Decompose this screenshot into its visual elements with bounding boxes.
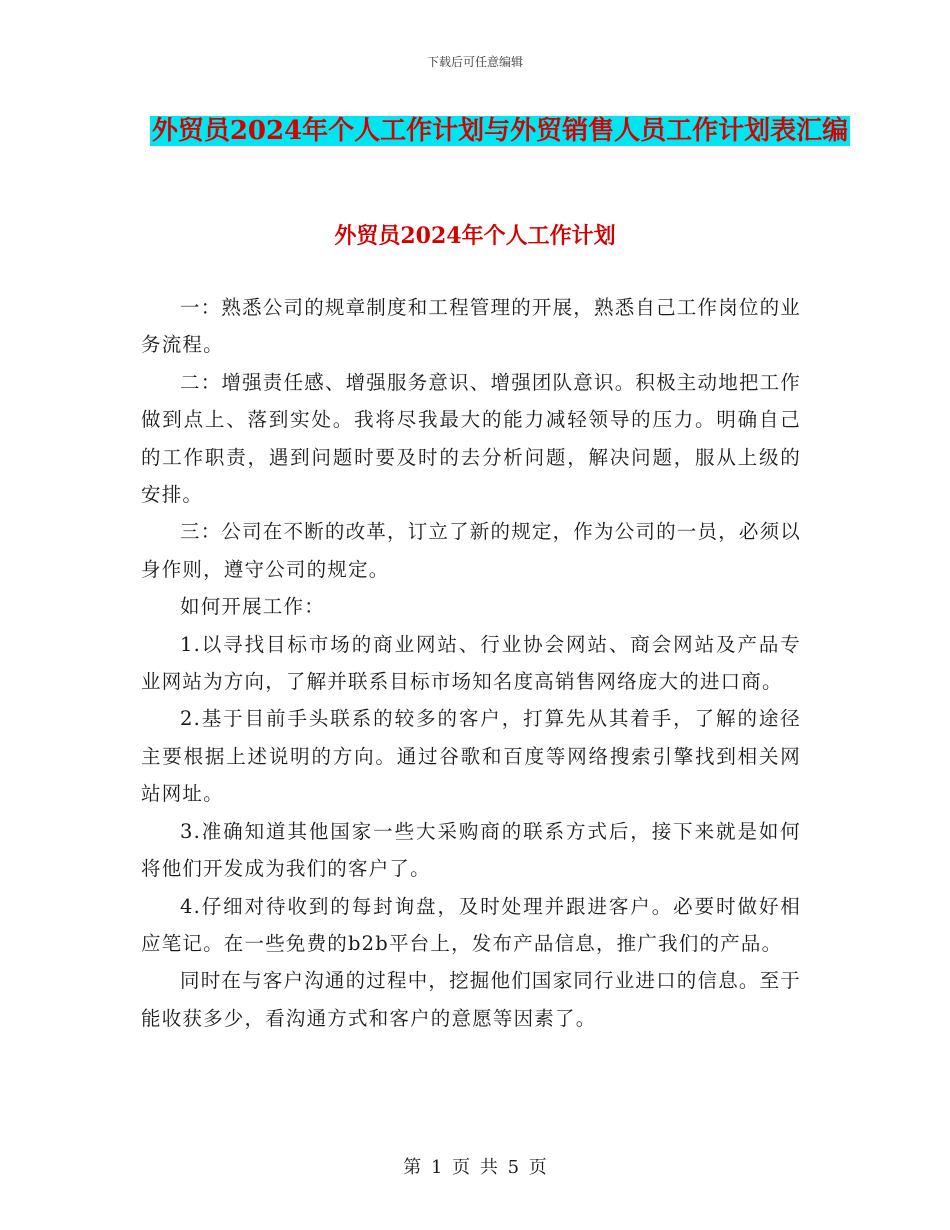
paragraph-4: 如何开展工作： (180, 595, 325, 619)
document-title-text: 外贸员2024年个人工作计划与外贸销售人员工作计划表汇编 (151, 116, 849, 146)
paragraph-5: 1.以寻找目标市场的商业网站、行业协会网站、商会网站及产品专业网站为方向，了解并联系目标市场知名度高销售网络庞大的进口商。 (141, 632, 801, 694)
document-body (141, 289, 801, 1037)
paragraph-2: 二：增强责任感、增强服务意识、增强团队意识。积极主动地把工作做到点上、落到实处。我将尽我最大的能力减轻领导的压力。明确自己的工作职责，遇到问题时要及时的去分析问题，解决问题，服从上级的安排。 (141, 370, 802, 507)
paragraph-8: 4.仔细对待收到的每封询盘，及时处理并跟进客户。必要时做好相应笔记。在一些免费的b2b平台上，发布产品信息，推广我们的产品。 (141, 894, 801, 955)
header-note: 下载后可任意编辑 (426, 55, 523, 69)
paragraph-7: 3.准确知道其他国家一些大采购商的联系方式后，接下来就是如何将他们开发成为我们的客户了。 (141, 819, 801, 881)
paragraph-1: 一：熟悉公司的规章制度和工程管理的开展，熟悉自己工作岗位的业务流程。 (141, 296, 802, 357)
paragraph-6: 2.基于目前手头联系的较多的客户，打算先从其着手，了解的途径主要根据上述说明的方向。通过谷歌和百度等网络搜索引擎找到相关网站网址。 (141, 707, 801, 806)
paragraph-3: 三：公司在不断的改革，订立了新的规定，作为公司的一员，必须以身作则，遵守公司的规定。 (141, 520, 802, 581)
page-footer: 第 1 页 共 5 页 (403, 1157, 547, 1178)
document-title (140, 108, 860, 155)
section-title: 外贸员2024年个人工作计划 (334, 223, 616, 249)
paragraph-9: 同时在与客户沟通的过程中，挖掘他们国家同行业进口的信息。至于能收获多少，看沟通方式和客户的意愿等因素了。 (141, 969, 802, 1030)
